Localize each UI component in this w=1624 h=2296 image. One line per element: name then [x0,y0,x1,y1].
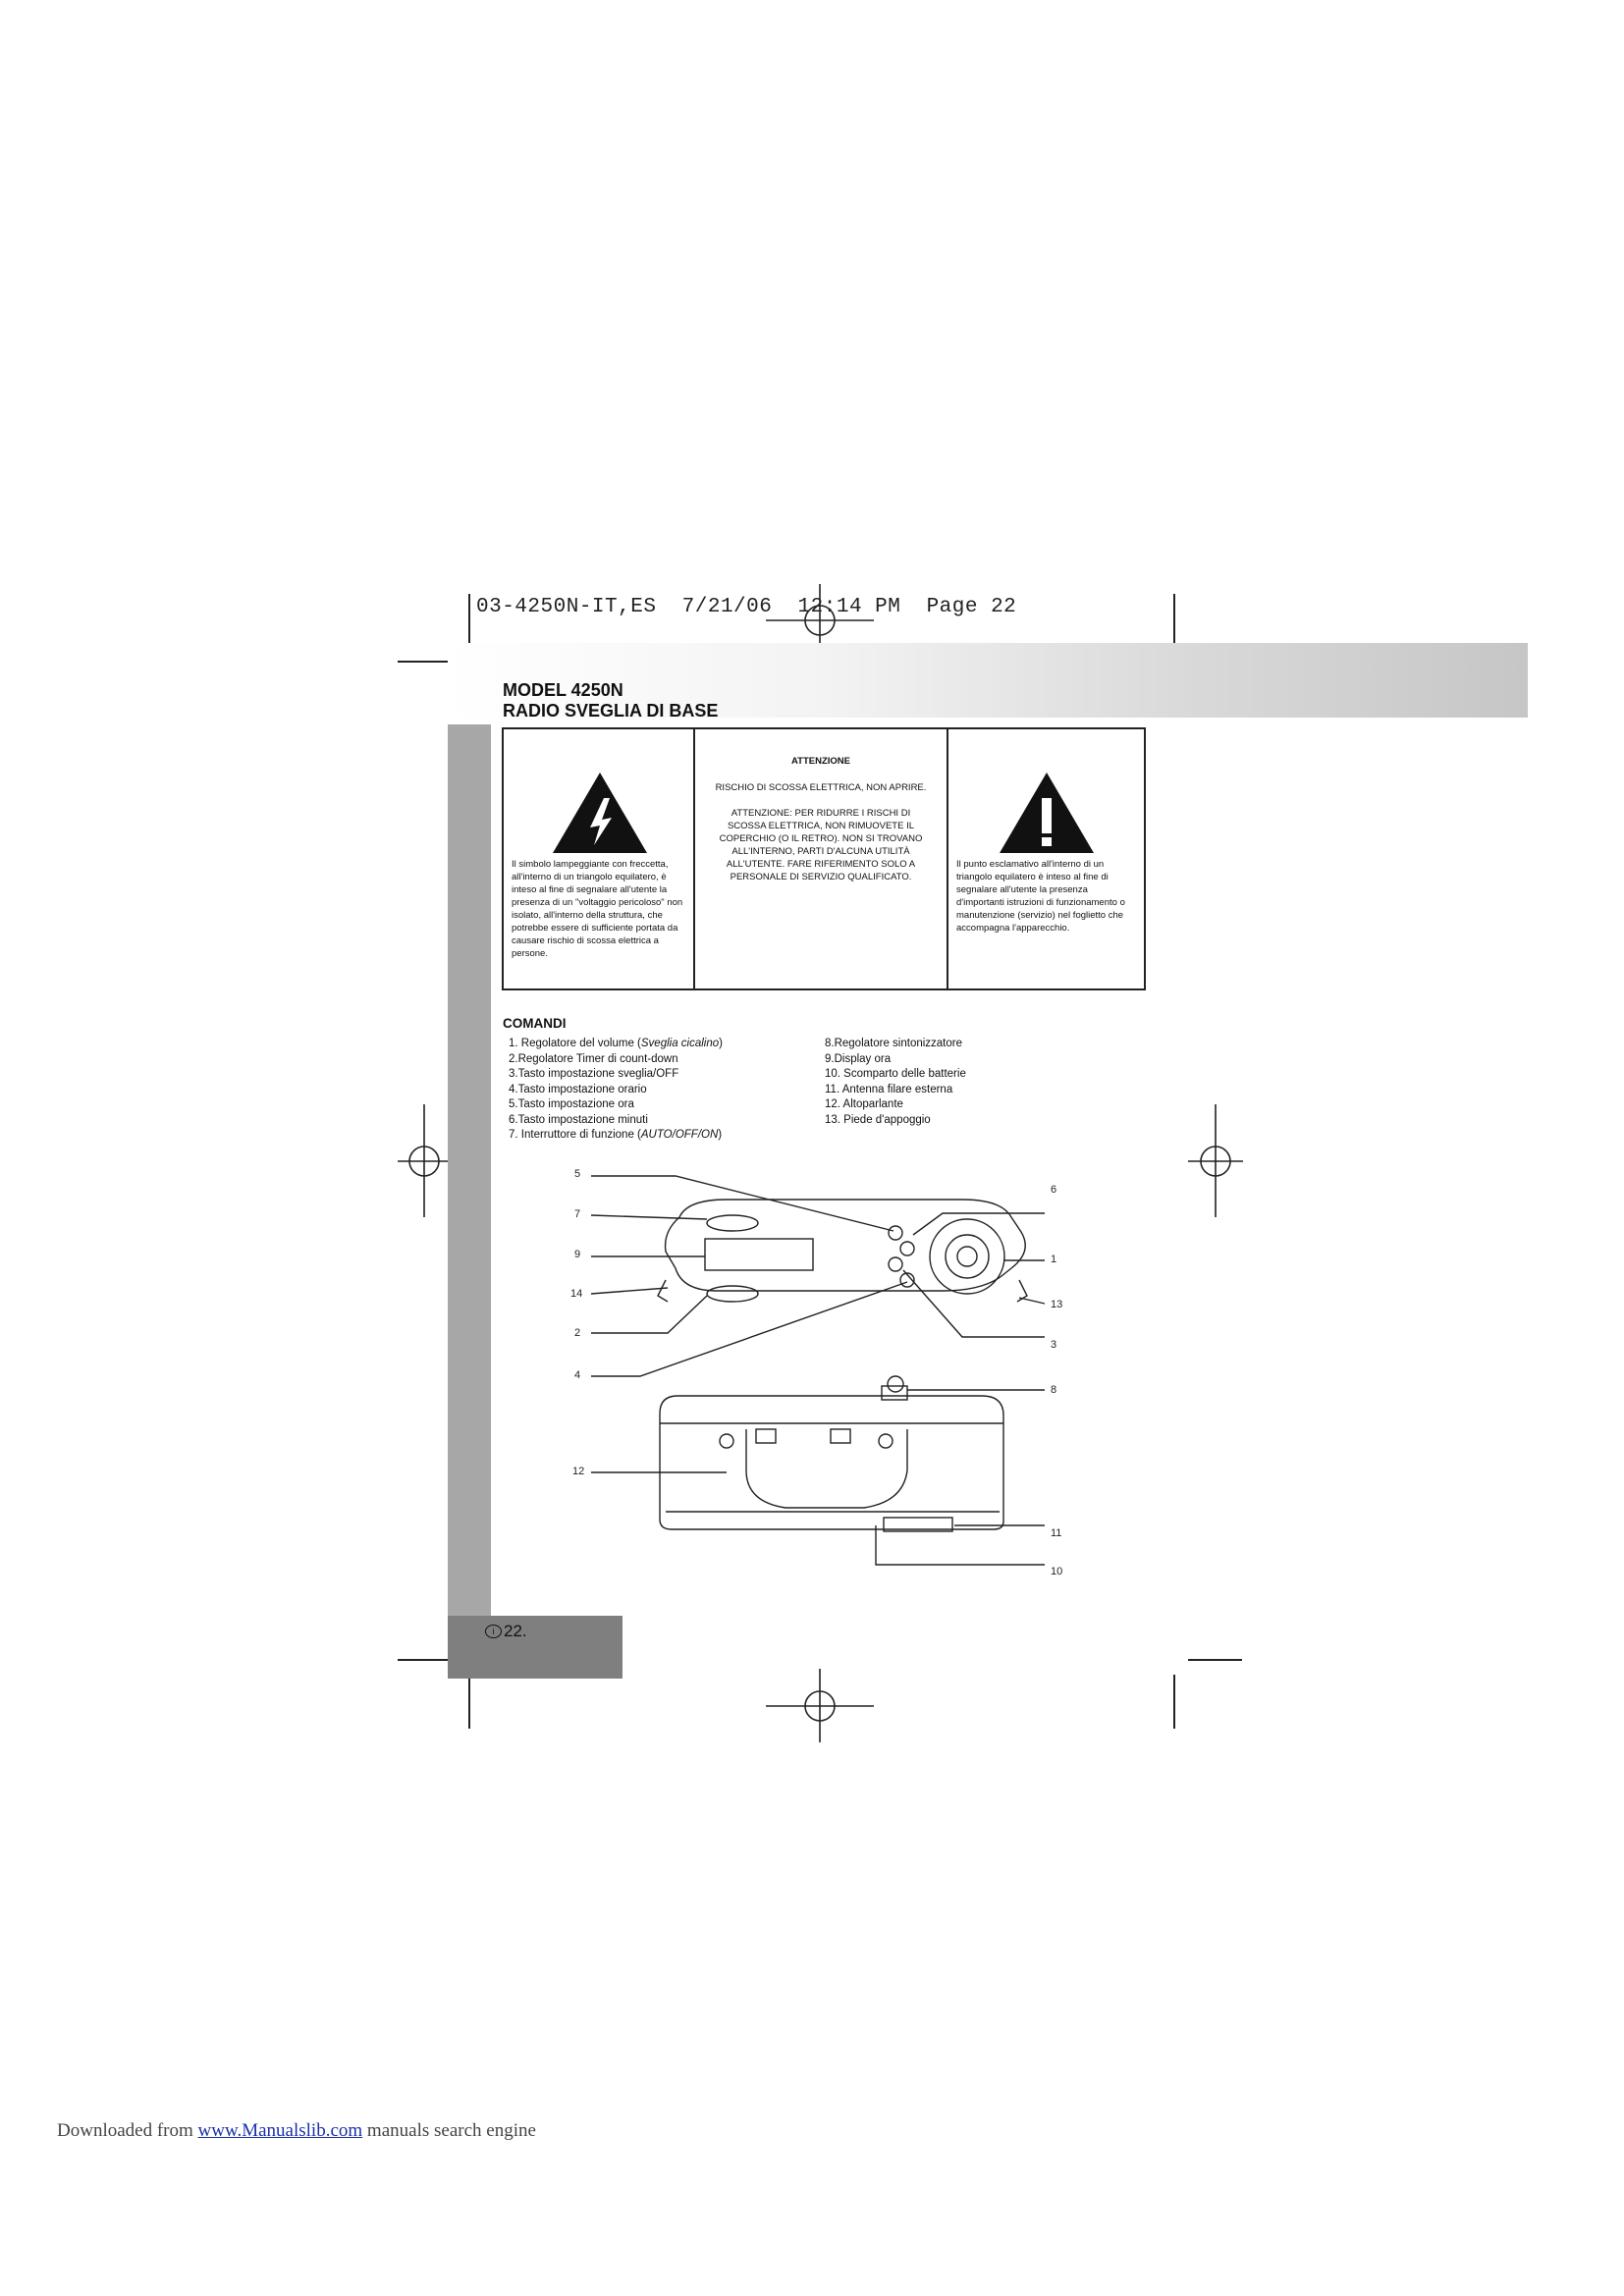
footer-prefix: Downloaded from [57,2120,198,2141]
button-6 [900,1242,914,1255]
dial-inner [946,1235,989,1278]
exclamation-triangle-icon [998,771,1096,855]
list-item: 1. Regolatore del volume (Sveglia cicalino) [509,1038,723,1049]
warning-right-text: Il punto esclamativo all'interno di un triangolo equilatero è inteso al fine di segnalare all'utente la presenza d'importanti istruzioni di funzionamento o manutenzione (servizio) nel foglietto che accompagna l'apparecchio. [956,859,1125,934]
controls-list-right [825,1037,966,1128]
list-item: 5.Tasto impostazione ora [509,1098,634,1110]
warning-left-panel [504,729,693,988]
warning-left-text: Il simbolo lampeggiante con freccetta, all'interno di un triangolo equilatero, è inteso al fine di segnalare all'utente la presenza di un "voltaggio pericoloso" non isolato, all'interno della struttura, che potrebbe essere di sufficiente portata da causare rischio di scossa elettrica a persone. [512,859,683,959]
callout-4: 4 [574,1369,581,1381]
dial-outer [930,1219,1004,1294]
controls-heading: COMANDI [503,1016,567,1031]
dial-center [957,1247,977,1266]
list-item: 3.Tasto impostazione sveglia/OFF [509,1068,679,1080]
list-item: 13. Piede d'appoggio [825,1113,931,1126]
page-number-text: 22. [504,1622,527,1640]
warning-center-line2: ATTENZIONE: PER RIDURRE I RISCHI DI SCOSSA ELETTRICA, NON RIMUOVETE IL COPERCHIO (O IL RETRO). NON SI TROVANO ALL'INTERNO, PARTI D'ALCUNA UTILITÀ ALL'UTENTE. FARE RIFERIMENTO SOLO A PERSONALE DI SERVIZIO QUALIFICATO. [719,808,923,882]
function-switch [707,1215,758,1231]
callout-8: 8 [1051,1384,1057,1396]
tuning-knob [882,1386,907,1400]
warning-center-line1: RISCHIO DI SCOSSA ELETTRICA, NON APRIRE. [715,782,927,793]
safety-warning-box [502,727,1146,990]
callout-14: 14 [570,1288,583,1300]
lightning-triangle-icon [551,771,649,855]
callout-12: 12 [572,1466,585,1477]
list-item: 8.Regolatore sintonizzatore [825,1038,962,1049]
list-item: 6.Tasto impostazione minuti [509,1113,648,1126]
device-diagram [550,1158,1100,1600]
model-title: MODEL 4250N [503,680,623,700]
list-item: 7. Interruttore di funzione (AUTO/OFF/ON) [509,1129,723,1141]
controls-list-left [509,1037,723,1144]
callout-11: 11 [1051,1527,1062,1539]
download-footer [57,2120,536,2142]
manualslib-link[interactable]: www.Manualslib.com [197,2120,363,2141]
language-icon: i [485,1625,502,1638]
footer-bar [448,1616,623,1679]
list-item: 2.Regolatore Timer di count-down [509,1052,678,1065]
callout-3: 3 [1051,1339,1057,1351]
list-item: 4.Tasto impostazione orario [509,1083,647,1095]
warning-center-panel [695,729,947,988]
footer-suffix: manuals search engine [362,2120,536,2141]
print-slug: 03-4250N-IT,ES 7/21/06 12:14 PM Page 22 [476,596,1017,618]
page-number [485,1622,527,1641]
foot-left [658,1280,668,1302]
speaker-grille [746,1429,907,1508]
time-display [705,1239,813,1270]
list-item: 9.Display ora [825,1052,892,1065]
callout-1: 1 [1051,1254,1057,1265]
callout-2: 2 [574,1327,581,1339]
warning-center-title: ATTENZIONE [791,756,850,767]
timer-knob [707,1286,758,1302]
callout-7: 7 [574,1208,581,1220]
callout-10: 10 [1051,1566,1063,1577]
list-item: 12. Altoparlante [825,1098,903,1110]
page-subtitle: RADIO SVEGLIA DI BASE [503,701,719,721]
warning-right-panel [948,729,1144,988]
button-3 [889,1257,902,1271]
callout-13: 13 [1051,1299,1063,1310]
callout-9: 9 [574,1249,581,1260]
list-item: 11. Antenna filare esterna [825,1083,953,1095]
button-5 [889,1226,902,1240]
side-bar [448,724,491,1616]
list-item: 10. Scomparto delle batterie [825,1068,966,1080]
callout-6: 6 [1051,1184,1057,1196]
callout-5: 5 [574,1168,581,1180]
radio-front-outline [660,1396,1003,1529]
